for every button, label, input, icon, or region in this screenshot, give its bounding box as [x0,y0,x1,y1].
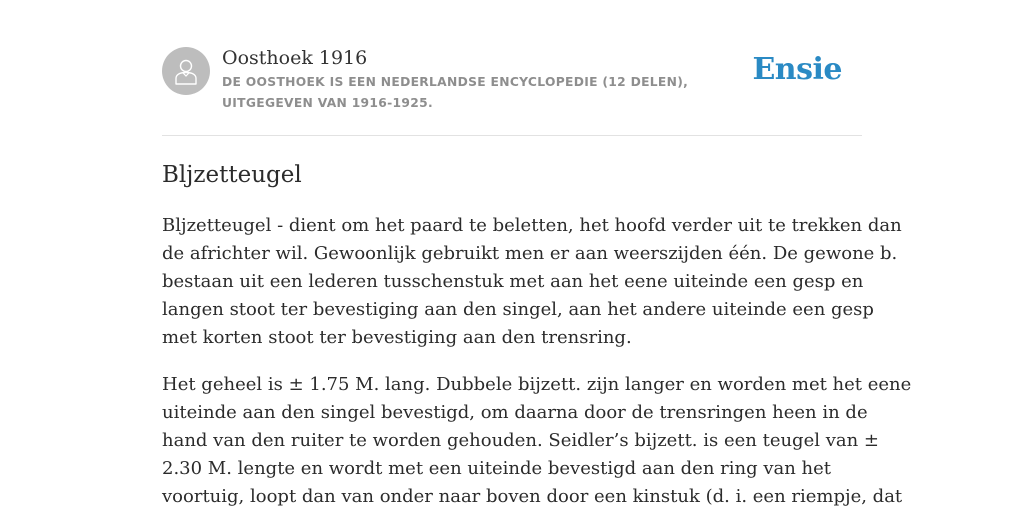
text-line: de africhter wil. Gewoonlijk gebruikt men er aan weerszijden één. De gewone b. [162,243,898,264]
text-line: langen stoot ter bevestiging aan den singel, aan het andere uiteinde een gesp [162,299,874,320]
article-body [162,212,912,512]
author-avatar[interactable] [162,47,210,95]
text-line: met korten stoot ter bevestiging aan den trensring. [162,327,632,348]
text-line: voortuig, loopt dan van onder naar boven door een kinstuk (d. i. een riempje, dat [162,486,903,507]
text-line: Het geheel is ± 1.75 M. lang. Dubbele bijzett. zijn langer en worden met het eene [162,374,912,395]
author-header [162,46,862,116]
article-title: Bljzetteugel [162,162,302,188]
text-line: uiteinde aan den singel bevestigd, om daarna door de trensringen heen in de [162,402,868,423]
text-line: 2.30 M. lengte en wordt met een uiteinde bevestigd aan den ring van het [162,458,832,479]
text-line: hand van den ruiter te worden gehouden. Seidler’s bijzett. is een teugel van ± [162,430,880,451]
ensie-logo[interactable]: Ensie [752,52,842,87]
author-description: DE OOSTHOEK IS EEN NEDERLANDSE ENCYCLOPEDIE (12 DELEN), UITGEGEVEN VAN 1916-1925. [222,75,689,110]
article-paragraph [162,212,902,352]
author-name[interactable]: Oosthoek 1916 [222,47,368,69]
article-paragraph [162,371,912,511]
text-line: Bljzetteugel - dient om het paard te beletten, het hoofd verder uit te trekken dan [162,215,902,236]
text-line: bestaan uit een lederen tusschenstuk met aan het eene uiteinde een gesp en [162,271,864,292]
user-icon [173,57,199,85]
header-divider [162,135,862,136]
